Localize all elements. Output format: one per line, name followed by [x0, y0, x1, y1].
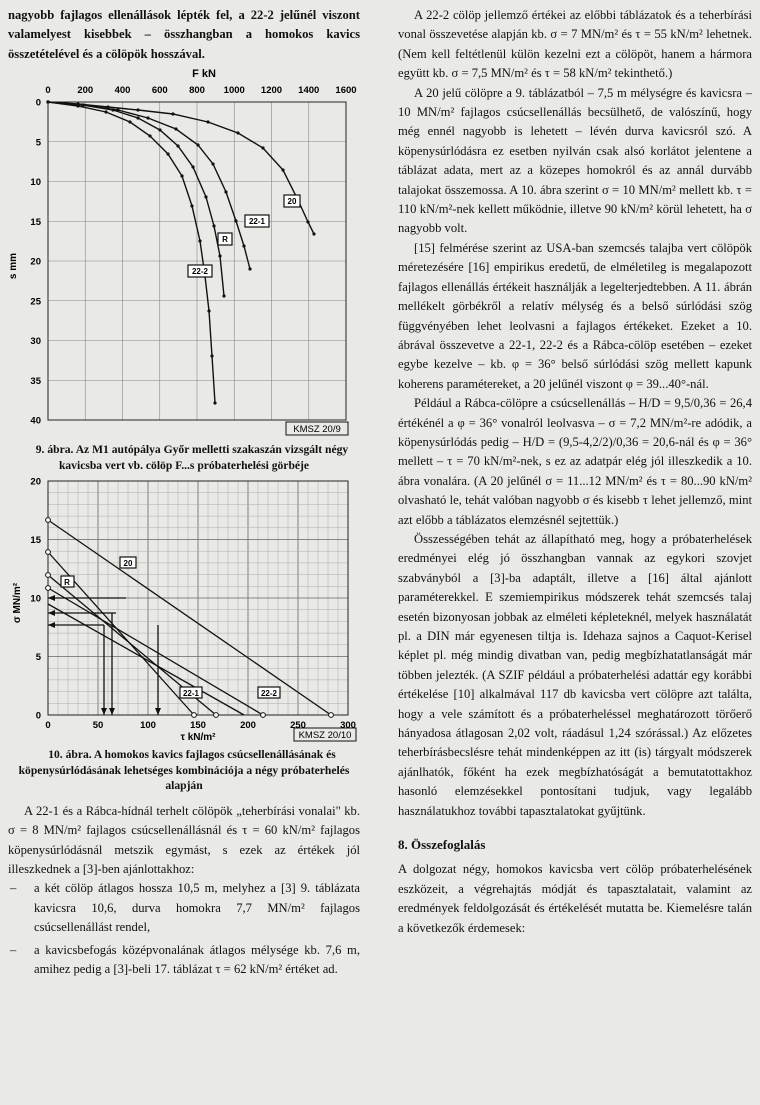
- fig9-side-tick-label: 15: [30, 216, 41, 228]
- fig9-label-20: 20: [287, 197, 297, 207]
- left-paragraph-1: A 22-1 és a Rábca-hídnál terhelt cölöpök „teherbírási vonalai" kb. σ = 8 MN/m² fajlagos csúcsellenállásnál és τ = 60 kN/m² fajlagos köpenysúrlódásnál metszik egymást, s ezek az értékek jól illeszkednek a [3]-ben ajánlottakhoz:: [8, 803, 360, 876]
- fig9-label-22-1: 22-1: [248, 217, 266, 227]
- fig10-x-tick-label: 0: [45, 720, 51, 732]
- fig9-side-tick-label: 30: [30, 336, 41, 348]
- fig10-x-tick-label: 100: [140, 720, 156, 732]
- fig10-label-20: 20: [123, 559, 133, 569]
- fig9-top-tick-label: 200: [77, 85, 94, 97]
- right-paragraph-3: [15] felmérése szerint az USA-ban szemcsés talajba vert cölöpök méretezésére [16] empirikus eredetű, de elméletileg is megalapozott fajlagos ellenállás értékeit használják a legelterjedtebben. A 11. ábrán mellékelt görbékről a relatív mélység és a belső súrlódási szög függvényében lehet leolvasni a fajlagos értékeket. Ezeket a 10. ábrával összevetve a 22-1, 22-2 és a Rábca-cölöp esetében – ezeket egybe kezelve – kb. φ = 36° belső súrlódási szög mellett kapunk koherens paramétereket, a 20 jelűnél viszont φ = 39...40°-nál.: [398, 240, 752, 391]
- fig9-curve-20: [48, 102, 314, 234]
- fig10-line-20: [48, 520, 331, 715]
- right-closing-paragraph: A dolgozat négy, homokos kavicsba vert cölöp próbaterhelésének eszközeit, a végrehajtás módját és tapasztalatait, valamint az eredmények feldolgozását és értékelését mutatta be. Kiemelésre talán a következők érdemesek:: [398, 862, 752, 935]
- fig9-label-R-box: [218, 233, 232, 245]
- right-paragraph-2: A 20 jelű cölöpre a 9. táblázatból – 7,5 m mélységre és kavicsra – 10 MN/m² fajlagos csúcsellenállás becsülhető, de valószínű, hogy még ennél nagyobb is lehetett – lévén durva kavicsról szó. A köpenysúrlódásra ez esetben nyilván csak alsó korlátot jelentene a táblázat adata, mert az a közepes homokról és az annál durvább talajokat összemossa. A 10. ábra szerint σ = 10 MN/m² mellett kb. τ = 110 kN/m²-nek kellett működnie, illetve 90 kN/m² körül lehetett, ha σ nagyobb volt.: [398, 85, 752, 236]
- fig9-label-22-2-box: [188, 265, 212, 277]
- fig10-label-22-2: 22-2: [260, 689, 278, 699]
- fig10-line-22-2: [48, 588, 263, 715]
- left-bullet-list: [8, 879, 360, 979]
- fig10-y-tick-label: 15: [30, 535, 41, 547]
- fig9-top-tick-label: 1400: [298, 85, 320, 97]
- fig9-side-tick-label: 25: [30, 296, 41, 308]
- left-intro-paragraph: nagyobb fajlagos ellenállások lépték fel, a 22-2 jelűnél viszont valamelyest kisebbek – összhangban a homokos kavics összetételével és a cölöpök hosszával.: [8, 8, 360, 61]
- fig9-side-tick-label: 35: [30, 375, 41, 387]
- fig10-stamp: [294, 728, 356, 741]
- fig10-x-tick-label: 300: [340, 720, 356, 732]
- fig10-label-22-1: 22-1: [182, 689, 200, 699]
- fig9-side-tick-label: 40: [30, 415, 41, 427]
- fig9-top-ticks: [45, 85, 356, 96]
- fig9-label-R: R: [222, 235, 228, 245]
- fig10-label-R-box: [61, 576, 74, 587]
- right-paragraph-5: Összességében tehát az állapítható meg, hogy a próbaterhelések eredményei elég jó összhangban vannak az egykori szovjet szabványból a [3]-ba adaptált, illetve a [16] által ajánlott paraméterekkel. E szemiempirikus módszerek tehát szemcsés talaj esetén bizonyosan jobbak az elméleti képleteknél, melyek használatát pl. a DIN már egyenesen tiltja is. Idehaza sajnos a Caquot-Kerisel képlet pl. még mindig divatban van, pedig megbízhatatlanságát már többen jelezték. (A SZIF például a próbaterhelési adattár egy korábbi értékelése [10] alkalmával 117 db kavicsba vert cölöpre azt találta, hogy a vele számított és a próbaterheléssel meghatározott törőerő hányadosa átlagosan 2,02 volt, ráadásul 1,24 szórással.) Az előzetes teherbírásbecslésre tehát mindenképpen az itt (is) tárgyalt módszerek ajánlhatók, főként ha ezek megbízhatóságát a bemutatottakhoz hasonló elemzésekkel pontosítani tudjuk, vagy legalább használatukhoz további tapasztalatokat gyűjtünk.: [398, 531, 752, 818]
- fig9-side-tick-label: 20: [30, 256, 41, 268]
- svg-text:KMSZ 20/10: KMSZ 20/10: [298, 730, 352, 742]
- fig9-top-tick-label: 0: [45, 85, 51, 97]
- fig9-top-tick-label: 400: [114, 85, 131, 97]
- fig10-y-tick-label: 20: [30, 476, 41, 488]
- fig9-side-ticks: [30, 98, 41, 427]
- fig10-y-tick-label: 0: [35, 710, 41, 722]
- fig10-x-tick-label: 50: [92, 720, 104, 732]
- fig9-label-22-1-box: [245, 215, 269, 227]
- fig9-side-tick-label: 5: [35, 137, 41, 149]
- fig10-label-22-2-box: [258, 687, 280, 698]
- fig9-label-22-2: 22-2: [191, 267, 209, 277]
- fig9-curve-22-2: [48, 102, 215, 403]
- left-column: [8, 6, 360, 982]
- fig10-x-tick-label: 200: [240, 720, 256, 732]
- fig10-label-20-box: [120, 557, 136, 568]
- fig10-y-ticks: [30, 477, 41, 722]
- fig9-side-tick-label: 10: [30, 177, 41, 189]
- figure-10-sigma-tau-chart: [8, 475, 360, 743]
- fig9-stamp: [286, 422, 348, 435]
- fig10-y-axis-title: σ MN/m²: [12, 583, 23, 624]
- fig9-side-axis-title: s mm: [8, 253, 19, 280]
- figure-9-caption: 9. ábra. Az M1 autópálya Győr melletti szakaszán vizsgált négy kavicsba vert vb. cölöp F...s próbaterhelési görbéje: [35, 443, 349, 472]
- fig10-label-22-1-box: [180, 687, 202, 698]
- fig10-x-tick-label: 150: [190, 720, 206, 732]
- right-paragraph-1: A 22-2 cölöp jellemző értékei az előbbi táblázatok és a teherbírási vonal összevetése alapján kb. σ = 7 MN/m² és τ = 55 kN/m² lehetnek. (Nem kell feltétlenül külön kezelni ezt a cölöpöt, hanem a hármora együtt kb. σ = 7,5 MN/m² és τ = 58 kN/m² tekinthető.): [398, 8, 752, 81]
- fig10-y-tick-label: 5: [35, 652, 41, 664]
- fig9-label-20-box: [284, 195, 300, 207]
- fig10-y-tick-label: 10: [30, 593, 41, 605]
- fig10-x-tick-label: 250: [290, 720, 306, 732]
- right-paragraph-4: Például a Rábca-cölöpre a csúcsellenállás – H/D = 9,5/0,36 = 26,4 értékénél a φ = 36° vonalról leolvasva – σ = 7,2 MN/m²-re adódik, a köpenysúrlódás pedig – H/D = (9,5-4,2/2)/0,36 = 20,6-nál és φ = 36° mellett – τ = 70 kN/m²-nek, s ez az adatpár elég jól illeszkedik a 10. ábra vonalára. (A 20 jelűnél σ = 11...12 MN/m² és τ = 80...90 kN/m² olvasható le, tehát valóban nagyobb σ és kisebb τ lehet jellemző, mint azt előbb a táblázatos elemzésnél sejtettük.): [398, 396, 752, 527]
- left-bullet-1: – a két cölöp átlagos hossza 10,5 m, melyhez a [3] 9. táblázata kavicsra 10,6, durva homokra 7,7 MN/m² fajlagos csúcsellenállást rendel,: [8, 879, 360, 937]
- fig9-top-tick-label: 600: [151, 85, 168, 97]
- fig10-x-axis-title: τ kN/m²: [180, 732, 216, 744]
- fig9-side-tick-label: 0: [35, 97, 41, 109]
- fig9-top-tick-label: 1200: [260, 85, 283, 97]
- fig10-label-R: R: [64, 578, 70, 588]
- figure-10-caption: 10. ábra. A homokos kavics fajlagos csúcsellenállásának és köpenysúrlódásának lehetséges kombinációja a négy próbaterhelés alapján: [18, 748, 350, 793]
- fig9-curve-markers: [46, 101, 315, 405]
- fig9-top-tick-label: 1000: [223, 85, 245, 97]
- left-bullet-2: – a kavicsbefogás középvonalának átlagos mélysége kb. 7,6 m, amihez pedig a [3]-beli 17. táblázat τ = 62 kN/m² értéket ad.: [8, 941, 360, 980]
- right-column: [398, 6, 752, 938]
- fig9-top-axis-title: F kN: [192, 68, 216, 81]
- fig9-top-tick-label: 1600: [335, 85, 357, 97]
- section-heading-summary: 8. Összefoglalás: [398, 837, 486, 853]
- fig9-grid: [48, 102, 346, 420]
- svg-text:KMSZ 20/9: KMSZ 20/9: [293, 424, 341, 436]
- fig9-top-tick-label: 800: [189, 85, 205, 97]
- figure-9-load-settlement-chart: [8, 66, 360, 438]
- fig10-line-lower: [48, 604, 244, 715]
